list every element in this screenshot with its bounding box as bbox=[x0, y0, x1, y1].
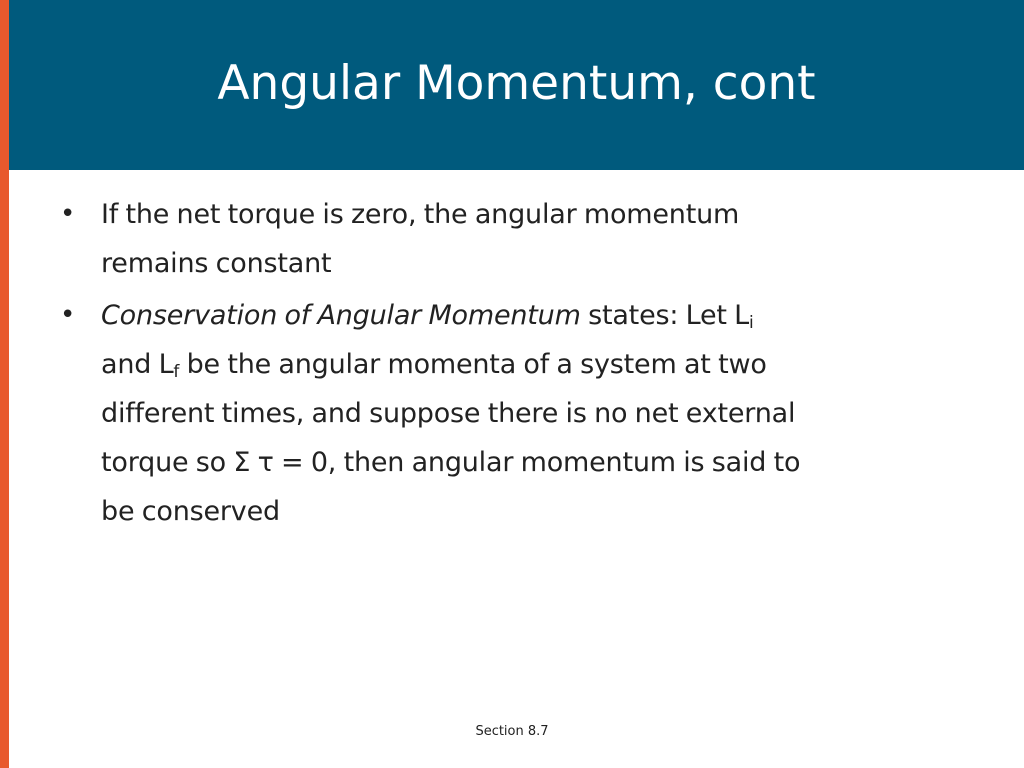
slide-title: Angular Momentum, cont bbox=[217, 56, 816, 111]
bullet-line: be conserved bbox=[101, 496, 280, 527]
bullet-line bbox=[101, 340, 981, 389]
accent-bar bbox=[0, 0, 9, 768]
bullet-text-part: and L bbox=[101, 349, 174, 380]
bullet-line: remains constant bbox=[101, 248, 332, 279]
subscript-i: i bbox=[749, 313, 754, 333]
slide-footer: Section 8.7 bbox=[475, 724, 549, 739]
emphasis-text: Conservation of Angular Momentum bbox=[101, 300, 581, 331]
bullet-marker: • bbox=[60, 199, 76, 229]
subscript-f: f bbox=[173, 362, 180, 382]
bullet-marker: • bbox=[60, 300, 76, 330]
bullet-item-torque-zero bbox=[101, 190, 981, 288]
bullet-line: If the net torque is zero, the angular momentum bbox=[101, 199, 740, 230]
bullet-line bbox=[101, 291, 981, 340]
bullet-line: different times, and suppose there is no net external bbox=[101, 398, 796, 429]
bullet-item-conservation bbox=[101, 291, 981, 536]
bullet-text-part: be the angular momenta of a system at two bbox=[179, 349, 767, 380]
bullet-line: torque so Σ τ = 0, then angular momentum is said to bbox=[101, 447, 801, 478]
bullet-text-part: states: Let L bbox=[580, 300, 750, 331]
